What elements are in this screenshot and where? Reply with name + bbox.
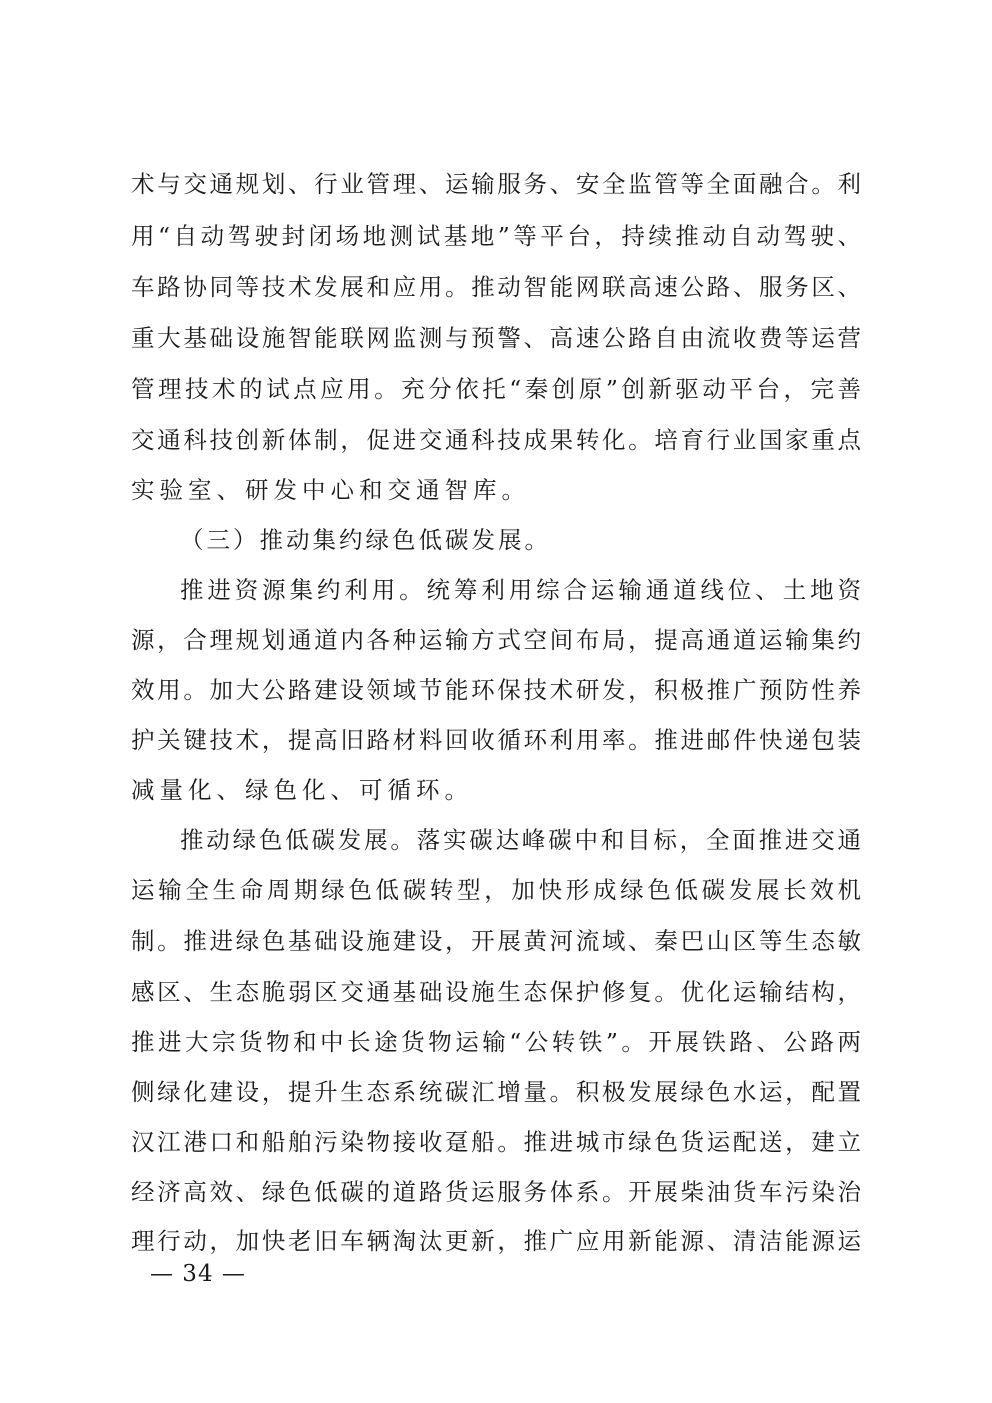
body-text-line: 用“自动驾驶封闭场地测试基地”等平台，持续推动自动驾驶、: [131, 222, 861, 250]
body-text-line: 重大基础设施智能联网监测与预警、高速公路自由流收费等运营: [131, 324, 861, 352]
body-text-line: 理行动，加快老旧车辆淘汰更新，推广应用新能源、清洁能源运: [131, 1227, 861, 1255]
body-text-line: 推进大宗货物和中长途货物运输“公转铁”。开展铁路、公路两: [131, 1028, 861, 1056]
section-heading: （三）推动集约绿色低碳发展。: [180, 526, 551, 554]
body-text-line: 交通科技创新体制，促进交通科技成果转化。培育行业国家重点: [131, 426, 861, 454]
body-text-line: 侧绿化建设，提升生态系统碳汇增量。积极发展绿色水运，配置: [131, 1078, 861, 1106]
body-text-line: 术与交通规划、行业管理、运输服务、安全监管等全面融合。利: [131, 170, 861, 198]
page-number: — 34 —: [150, 1261, 246, 1287]
body-text-line: 减量化、绿色化、可循环。: [131, 776, 473, 804]
body-text-line: 感区、生态脆弱区交通基础设施生态保护修复。优化运输结构，: [131, 978, 861, 1006]
body-text-line: 车路协同等技术发展和应用。推动智能网联高速公路、服务区、: [131, 273, 861, 301]
body-text-line: 源，合理规划通道内各种运输方式空间布局，提高通道运输集约: [131, 626, 861, 654]
body-text-line: 运输全生命周期绿色低碳转型，加快形成绿色低碳发展长效机: [131, 876, 861, 904]
body-text-line: 制。推进绿色基础设施建设，开展黄河流域、秦巴山区等生态敏: [131, 927, 861, 955]
body-text-line: 经济高效、绿色低碳的道路货运服务体系。开展柴油货车污染治: [131, 1178, 861, 1206]
paragraph-first-line: 推动绿色低碳发展。落实碳达峰碳中和目标，全面推进交通: [180, 826, 861, 854]
paragraph-first-line: 推进资源集约利用。统筹利用综合运输通道线位、土地资: [180, 576, 861, 604]
body-text-line: 汉江港口和船舶污染物接收趸船。推进城市绿色货运配送，建立: [131, 1128, 861, 1156]
body-text-line: 实验室、研发中心和交通智库。: [131, 476, 530, 504]
body-text-line: 管理技术的试点应用。充分依托“秦创原”创新驱动平台，完善: [131, 375, 861, 403]
body-text-line: 护关键技术，提高旧路材料回收循环利用率。推进邮件快递包装: [131, 726, 861, 754]
body-text-line: 效用。加大公路建设领域节能环保技术研发，积极推广预防性养: [131, 676, 861, 704]
